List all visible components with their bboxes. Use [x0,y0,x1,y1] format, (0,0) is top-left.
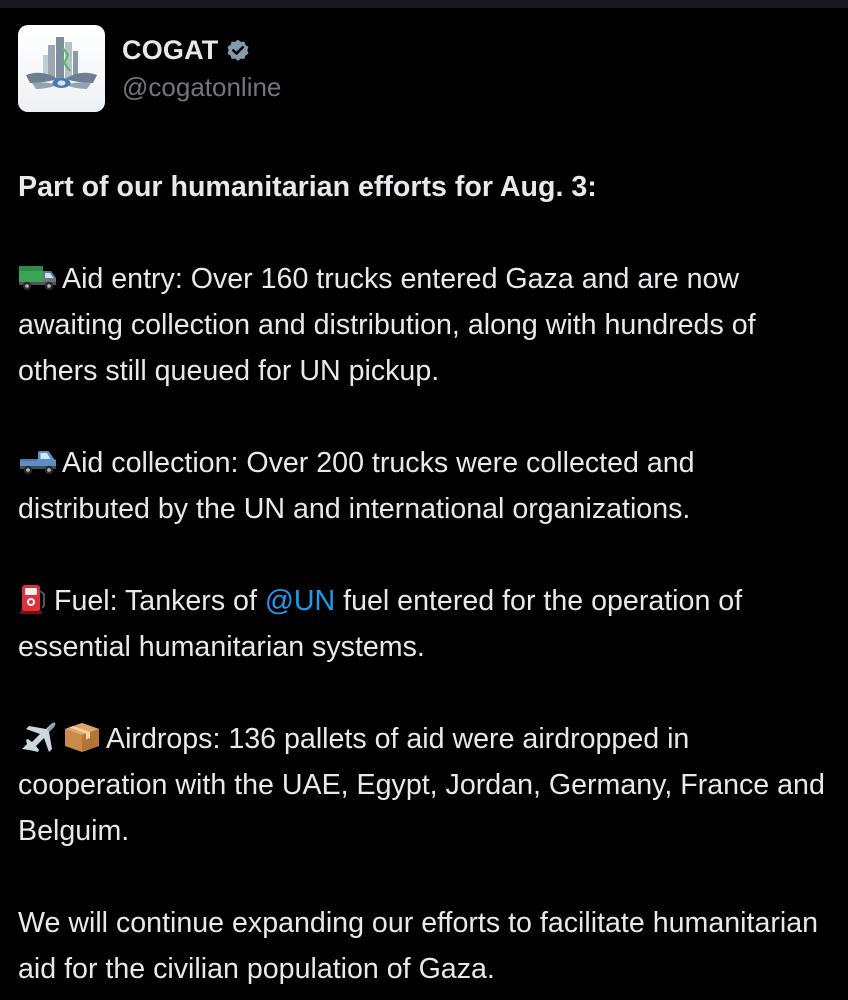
top-strip [0,0,848,8]
post-heading: Part of our humanitarian efforts for Aug. 3: [18,171,597,203]
post-text [18,164,833,992]
paragraph-gap [18,532,833,578]
name-row [122,34,281,68]
handle[interactable]: @cogatonline [122,71,282,102]
aid-entry-text: Aid entry: Over 160 trucks entered Gaza and are now awaiting collection and distribution, along with hundreds of others still queued for UN pickup. [18,263,756,387]
fuel-paragraph [18,578,833,670]
delivery-truck-emoji-icon [18,261,58,293]
display-name[interactable]: COGAT [122,35,219,65]
un-mention-link[interactable]: @UN [264,585,336,617]
airdrops-text: Airdrops: 136 pallets of aid were airdropped in cooperation with the UAE, Egypt, Jordan, Germany, France and Belguim. [18,723,825,847]
fuel-pump-emoji-icon [18,583,48,615]
aid-collection-text: Aid collection: Over 200 trucks were collected and distributed by the UN and international organizations. [18,447,695,525]
fuel-text-before: Fuel: Tankers of [54,585,265,617]
closing-paragraph: We will continue expanding our efforts to facilitate humanitarian aid for the civilian population of Gaza. [18,907,819,985]
account-names [122,34,281,103]
paragraph-gap [18,394,833,440]
aid-entry-paragraph [18,256,833,394]
package-emoji-icon [62,721,102,753]
paragraph-gap [18,210,833,256]
verified-badge-icon[interactable] [225,38,251,64]
avatar[interactable] [18,25,105,112]
aid-collection-paragraph [18,440,833,532]
post-header [18,24,281,112]
airdrops-paragraph [18,716,833,854]
fuel-text-after: fuel entered for the operation of essential humanitarian systems. [18,585,743,663]
paragraph-gap [18,670,833,716]
cogat-logo-icon [18,25,105,112]
airplane-emoji-icon [18,721,58,753]
pickup-truck-emoji-icon [18,445,58,477]
paragraph-gap [18,854,833,900]
